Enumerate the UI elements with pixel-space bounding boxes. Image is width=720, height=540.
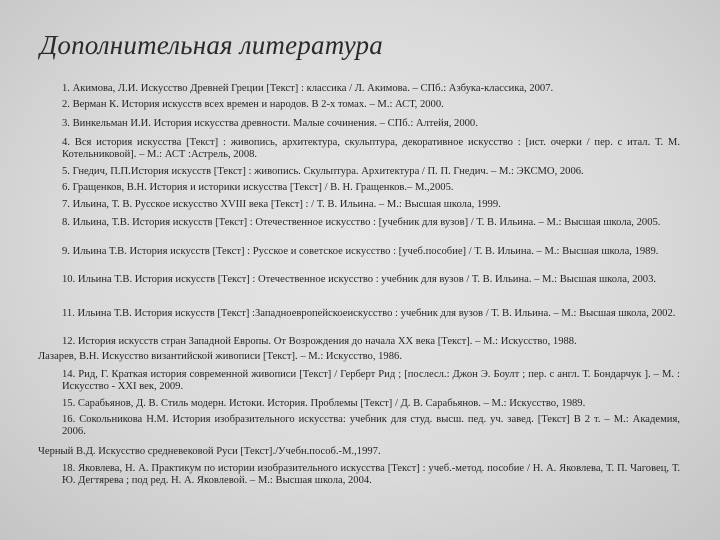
list-item: Черный В.Д. Искусство средневековой Руси [Текст]./Учебн.пособ.-М.,1997. <box>38 446 381 457</box>
list-item: 14. Рид, Г. Краткая история современной живописи [Текст] / Герберт Рид ; [послесл.: Джон Э. Боулт ; пер. с англ. Т. Бондарчук ]. – М. : Искусство - XXI век, 2009. <box>62 369 680 392</box>
list-item: 12. История искусств стран Западной Европы. От Возрождения до начала XX века [Текст]. – М.: Искусство, 1988. <box>62 336 577 347</box>
list-item: 6. Гращенков, В.Н. История и историки искусства [Текст] / В. Н. Гращенков.– М.,2005. <box>62 182 454 193</box>
list-item: 11. Ильина Т.В. История искусств [Текст] :Западноевропейскоеискусство : учебник для вузов / Т. В. Ильина. – М.: Высшая школа, 2002. <box>62 308 676 319</box>
page-title: Дополнительная литература <box>40 30 383 60</box>
list-item: 3. Винкельман И.И. История искусства древности. Малые сочинения. – СПб.: Алтейя, 2000. <box>62 118 478 129</box>
list-item: 2. Верман К. История искусств всех времен и народов. В 2-х томах. – М.: АСТ, 2000. <box>62 99 444 110</box>
list-item: 9. Ильина Т.В. История искусств [Текст] : Русское и советское искусство : [учеб.пособие] / Т. В. Ильина. – М.: Высшая школа, 1989. <box>62 246 659 257</box>
list-item: 7. Ильина, Т. В. Русское искусство XVIII века [Текст] : / Т. В. Ильина. – М.: Высшая школа, 1999. <box>62 199 501 210</box>
list-item: 4. Вся история искусства [Текст] : живопись, архитектура, скульптура, декоративное искусство : [ист. очерки / пер. с итал. Т. М. Котельниковой]. – М.: АСТ :Астрель, 2008. <box>62 137 680 160</box>
list-item: Лазарев, В.Н. Искусство византийской живописи [Текст]. – М.: Искусство, 1986. <box>38 351 402 362</box>
list-item: 1. Акимова, Л.И. Искусство Древней Греции [Текст] : классика / Л. Акимова. – СПб.: Азбука-классика, 2007. <box>62 83 554 94</box>
list-item: 5. Гнедич, П.П.История искусств [Текст] : живопись. Скульптура. Архитектура / П. П. Гнедич. – М.: ЭКСМО, 2006. <box>62 166 584 177</box>
list-item: 16. Сокольникова Н.М. История изобразительного искусства: учебник для студ. высш. пед. уч. завед. [Текст] В 2 т. – М.: Академия, 2006. <box>62 414 680 437</box>
list-item: 10. Ильина Т.В. История искусств [Текст] : Отечественное искусство : учебник для вузов / Т. В. Ильина. – М.: Высшая школа, 2003. <box>62 274 657 285</box>
list-item: 15. Сарабьянов, Д. В. Стиль модерн. Истоки. История. Проблемы [Текст] / Д. В. Сарабьянов. – М.: Искусство, 1989. <box>62 398 586 409</box>
list-item: 8. Ильина, Т.В. История искусств [Текст] : Отечественное искусство : [учебник для вузов] / Т. В. Ильина. – М.: Высшая школа, 2005. <box>62 217 661 228</box>
list-item: 18. Яковлева, Н. А. Практикум по истории изобразительного искусства [Текст] : учеб.-метод. пособие / Н. А. Яковлева, Т. П. Чаговец, Т. Ю. Дегтярева ; под ред. Н. А. Яковлевой. – М.: Высшая школа, 2004. <box>62 463 680 486</box>
